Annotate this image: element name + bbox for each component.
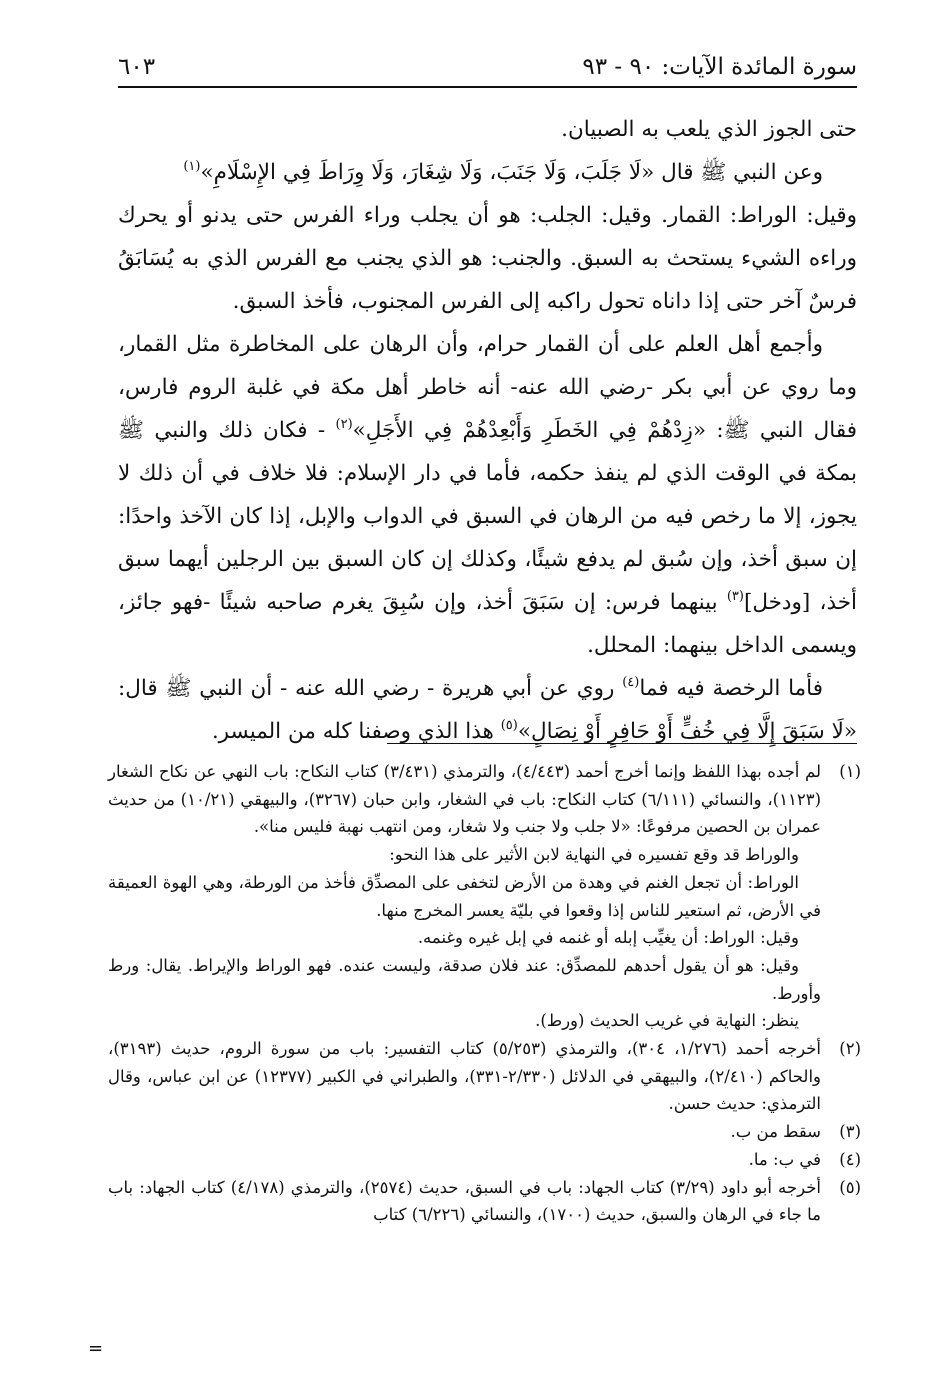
- footnote-ref[interactable]: (١): [183, 159, 201, 174]
- footnote-text: لم أجده بهذا اللفظ وإنما أخرج أحمد (٤/٤٤٣)، والترمذي (٣/٤٣١) كتاب النكاح: باب النهي عن نكاح الشغار (١١٢٣)، والنسائي (٦/١١١) كتاب النكاح: باب في الشغار، وابن حبان (٣٢٦٧)، والبيهقي (١٠/٢١) من حديث عمران بن الحصين مرفوعًا: «لا جلب ولا جنب ولا شغار، ومن انتهب نهبة فليس منا».: [108, 762, 821, 837]
- footnote-ref[interactable]: (٤): [622, 675, 640, 690]
- footnote-number: (١): [839, 762, 861, 781]
- footnote-text: سقط من ب.: [730, 1122, 821, 1142]
- footnote-ref[interactable]: (٣): [726, 589, 744, 604]
- page-header: [118, 40, 857, 80]
- running-title: سورة المائدة الآيات: ٩٠ - ٩٣: [582, 54, 857, 80]
- footnote-divider: [387, 743, 857, 744]
- footnote: [108, 758, 861, 841]
- continuation-mark: =: [88, 1338, 104, 1359]
- paragraph: وأجمع أهل العلم على أن القمار حرام، وأن الرهان على المخاطرة مثل القمار، وما روي عن أبي بكر -رضي الله عنه- أنه خاطر أهل مكة في غلبة الروم فارس، فقال النبي ﷺ: «زِدْهُمْ فِي الخَطَرِ وَأَبْعِدْهُمْ فِي الأَجَلِ»$^{(٢)}$ - فكان ذلك والنبي ﷺ بمكة في الوقت الذي لم ينفذ حكمه، فأما في دار الإسلام: فلا خلاف في أن ذلك لا يجوز، إلا ما رخص فيه من الرهان في السبق في الدواب والإبل، إذا كان الآخذ واحدًا: إن سبق أخذ، وإن سُبق لم يدفع شيئًا، وكذلك إن كان السبق بين الرجلين أيهما سبق أخذ، [ودخل]$^{(٣)}$ بينهما فرس: إن سَبَقَ أخذ، وإن سُبِقَ يغرم صاحبه شيئًا -فهو جائز، ويسمى الداخل بينهما: المحلل.: [118, 332, 858, 658]
- footnote: [108, 1118, 861, 1146]
- footnote-text: أخرجه أبو داود (٣/٢٩) كتاب الجهاد: باب في السبق، حديث (٢٥٧٤)، والترمذي (٤/١٧٨) كتاب الجهاد: باب ما جاء في الرهان والسبق، حديث (١٧٠٠)، والنسائي (٦/٢٢٦) كتاب: [108, 1177, 821, 1225]
- paragraph: وعن النبي ﷺ قال «لَا جَلَبَ، وَلَا جَنَبَ، وَلَا شِغَارَ، وَلَا وِرَاطَ فِي الإِسْلَامِ»$^{(١)}$: [183, 159, 823, 185]
- footnotes: [108, 758, 861, 1229]
- footnote-subparagraph: وقيل: هو أن يقول أحدهم للمصدِّق: عند فلان صدقة، وليست عنده. فهو الوراط والإيراط. يقال: ورط وأورط.: [108, 955, 821, 1003]
- footnote-subparagraph: الوراط: أن تجعل الغنم في وهدة من الأرض لتخفى على المصدِّق فأخذ من الورطة، وهي الهوة العميقة في الأرض، ثم استعير للناس إذا وقعوا في بليّة يعسر المخرج منها.: [108, 872, 821, 920]
- footnote-text: في ب: ما.: [748, 1149, 821, 1169]
- footnote: [108, 1035, 861, 1118]
- footnote-text: أخرجه أحمد (١/٢٧٦، ٣٠٤)، والترمذي (٥/٢٥٣) كتاب التفسير: باب من سورة الروم، حديث (٣١٩٣)، والحاكم (٢/٤١٠)، والبيهقي في الدلائل (٢/٣٣٠-٣٣١)، والطبراني في الكبير (١٢٣٧٧) عن ابن عباس، وقال الترمذي: حديث حسن.: [108, 1039, 821, 1114]
- footnote-number: (٥): [839, 1177, 861, 1197]
- footnote-ref[interactable]: (٥): [500, 718, 518, 733]
- footnote: [108, 1146, 861, 1174]
- footnote-subparagraph: وقيل: الوراط: أن يغيِّب إبله أو غنمه في إبل غيره وغنمه.: [417, 928, 799, 948]
- footnote-number: (٣): [839, 1122, 861, 1142]
- footnote-number: (٤): [839, 1149, 861, 1169]
- paragraph: حتى الجوز الذي يلعب به الصبيان.: [561, 117, 857, 142]
- header-divider: [118, 86, 857, 88]
- page-number: ٦٠٣: [118, 54, 156, 80]
- footnote-subparagraph: والوراط قد وقع تفسيره في النهاية لابن الأثير على هذا النحو:: [389, 845, 799, 865]
- footnote-ref[interactable]: (٢): [335, 417, 353, 432]
- main-text: [118, 108, 857, 753]
- footnote-subparagraph: ينظر: النهاية في غريب الحديث (ورط).: [535, 1011, 799, 1031]
- footnote: [108, 1174, 861, 1229]
- paragraph: وقيل: الوراط: القمار. وقيل: الجلب: هو أن يجلب وراء الفرس حتى يدنو أو يحرك وراءه الشيء يستحث به السبق. والجنب: هو الذي يجنب مع الفرس الذي به يُسَابَقُ فرسٌ آخر حتى إذا داناه تحول راكبه إلى الفرس المجنوب، فأخذ السبق.: [118, 203, 857, 314]
- footnote-number: (٢): [839, 1039, 861, 1059]
- paragraph: فأما الرخصة فيه فما$^{(٤)}$ روي عن أبي هريرة - رضي الله عنه - أن النبي ﷺ قال: «لَا سَبَقَ إِلَّا فِي خُفٍّ أَوْ حَافِرٍ أَوْ نِصَالٍ»$^{(٥)}$ هذا الذي وصفنا كله من الميسر.: [118, 675, 857, 744]
